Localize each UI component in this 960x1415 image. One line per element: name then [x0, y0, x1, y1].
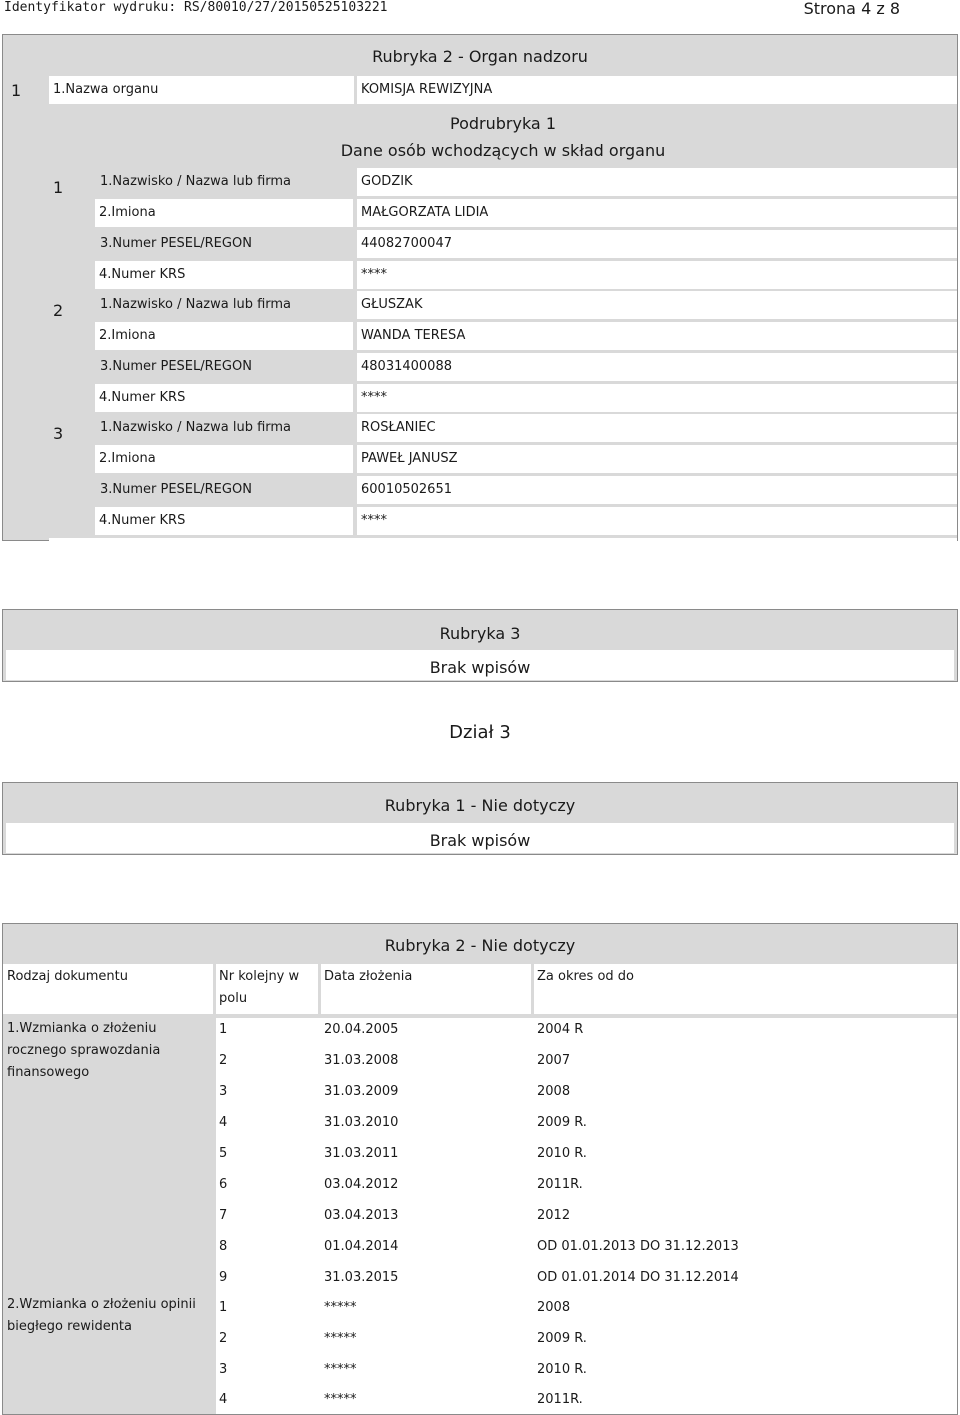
print-identifier: Identyfikator wydruku: RS/80010/27/20150525103221	[4, 0, 388, 15]
row-nr: 6	[219, 1177, 228, 1192]
empty-notice: Brak wpisów	[429, 831, 531, 850]
label-imiona: 2.Imiona	[95, 445, 353, 473]
row-okres: OD 01.01.2013 DO 31.12.2013	[537, 1239, 739, 1254]
label-krs: 4.Numer KRS	[95, 507, 353, 535]
entry-index: 1	[11, 81, 22, 100]
section-title: Rubryka 3	[439, 624, 521, 643]
row-nr: 2	[219, 1053, 228, 1068]
row-okres: 2007	[537, 1053, 571, 1068]
row-data: 20.04.2005	[324, 1022, 399, 1037]
header-nr-line1: Nr kolejny w	[219, 969, 300, 984]
row-nr: 8	[219, 1239, 228, 1254]
person-number: 1	[53, 178, 64, 197]
rubryka-3	[2, 609, 958, 682]
section-title: Rubryka 2 - Organ nadzoru	[372, 47, 588, 66]
value-imiona: PAWEŁ JANUSZ	[357, 445, 957, 473]
row-nr: 7	[219, 1208, 228, 1223]
organ-value: KOMISJA REWIZYJNA	[357, 76, 957, 104]
header-rodzaj: Rodzaj dokumentu	[7, 969, 128, 984]
row-okres: 2009 R.	[537, 1331, 587, 1346]
header-nr-line2: polu	[219, 991, 248, 1006]
value-krs: ****	[357, 507, 957, 535]
row-nr: 9	[219, 1270, 228, 1285]
row-nr: 3	[219, 1084, 228, 1099]
row-data: *****	[324, 1392, 357, 1407]
person-number: 2	[53, 301, 64, 320]
row-data: 31.03.2011	[324, 1146, 399, 1161]
section-title: Rubryka 2 - Nie dotyczy	[384, 936, 576, 955]
row-data: *****	[324, 1300, 357, 1315]
label-pesel: 3.Numer PESEL/REGON	[100, 359, 252, 374]
d3-rubryka-2	[2, 923, 958, 1415]
row-okres: 2008	[537, 1300, 571, 1315]
row-nr: 5	[219, 1146, 228, 1161]
row-okres: 2011R.	[537, 1177, 583, 1192]
row-nr: 4	[219, 1392, 228, 1407]
row-nr: 4	[219, 1115, 228, 1130]
value-nazwisko: GODZIK	[357, 168, 957, 196]
row-okres: 2010 R.	[537, 1146, 587, 1161]
person-number: 3	[53, 424, 64, 443]
row-data: 31.03.2010	[324, 1115, 399, 1130]
col-divider	[318, 964, 321, 1014]
label-nazwisko: 1.Nazwisko / Nazwa lub firma	[100, 174, 292, 189]
row-data: 31.03.2008	[324, 1053, 399, 1068]
sub-subtitle: Dane osób wchodzących w skład organu	[340, 141, 666, 160]
row-data: 31.03.2009	[324, 1084, 399, 1099]
label-imiona: 2.Imiona	[95, 199, 353, 227]
value-pesel: 48031400088	[357, 353, 957, 381]
row-okres: 2004 R	[537, 1022, 584, 1037]
empty-notice: Brak wpisów	[429, 658, 531, 677]
value-nazwisko: ROSŁANIEC	[357, 414, 957, 442]
label-imiona: 2.Imiona	[95, 322, 353, 350]
document-type-line: 1.Wzmianka o złożeniu	[7, 1021, 157, 1036]
col-divider	[531, 964, 534, 1014]
row-data: 31.03.2015	[324, 1270, 399, 1285]
row-nr: 2	[219, 1331, 228, 1346]
row-data: 01.04.2014	[324, 1239, 399, 1254]
row-nr: 1	[219, 1022, 228, 1037]
document-type-line: finansowego	[7, 1065, 90, 1080]
value-krs: ****	[357, 384, 957, 412]
document-type-line: biegłego rewidenta	[7, 1319, 132, 1334]
value-pesel: 60010502651	[357, 476, 957, 504]
header-okres: Za okres od do	[537, 969, 634, 984]
value-imiona: MAŁGORZATA LIDIA	[357, 199, 957, 227]
document-type	[7, 1294, 196, 1338]
row-okres: 2012	[537, 1208, 571, 1223]
row-okres: 2010 R.	[537, 1362, 587, 1377]
value-pesel: 44082700047	[357, 230, 957, 258]
document-type	[7, 1018, 160, 1084]
page-number: Strona 4 z 8	[803, 0, 900, 18]
label-nazwisko: 1.Nazwisko / Nazwa lub firma	[100, 297, 292, 312]
row-okres: 2009 R.	[537, 1115, 587, 1130]
section-bottom-bar	[49, 538, 957, 541]
header-row	[3, 964, 957, 1014]
section-title: Rubryka 1 - Nie dotyczy	[384, 796, 576, 815]
row-data: *****	[324, 1331, 357, 1346]
row-nr: 3	[219, 1362, 228, 1377]
d3-rubryka-1	[2, 782, 958, 855]
organ-label: 1.Nazwa organu	[49, 76, 354, 104]
row-data: 03.04.2013	[324, 1208, 399, 1223]
row-nr: 1	[219, 1300, 228, 1315]
label-krs: 4.Numer KRS	[95, 261, 353, 289]
document-type-line: rocznego sprawozdania	[7, 1043, 161, 1058]
row-okres: 2011R.	[537, 1392, 583, 1407]
row-okres: 2008	[537, 1084, 571, 1099]
value-krs: ****	[357, 261, 957, 289]
header-data: Data złożenia	[324, 969, 413, 984]
print-header	[4, 0, 900, 18]
rubryka-2-organ-nadzoru	[2, 34, 958, 541]
label-krs: 4.Numer KRS	[95, 384, 353, 412]
dzial-title: Dział 3	[449, 722, 511, 743]
row-data: *****	[324, 1362, 357, 1377]
value-imiona: WANDA TERESA	[357, 322, 957, 350]
row-okres: OD 01.01.2014 DO 31.12.2014	[537, 1270, 739, 1285]
value-nazwisko: GŁUSZAK	[357, 291, 957, 319]
label-pesel: 3.Numer PESEL/REGON	[100, 482, 252, 497]
sub-title: Podrubryka 1	[450, 114, 556, 133]
document-type-line: 2.Wzmianka o złożeniu opinii	[7, 1297, 196, 1312]
label-nazwisko: 1.Nazwisko / Nazwa lub firma	[100, 420, 292, 435]
row-data: 03.04.2012	[324, 1177, 399, 1192]
label-pesel: 3.Numer PESEL/REGON	[100, 236, 252, 251]
